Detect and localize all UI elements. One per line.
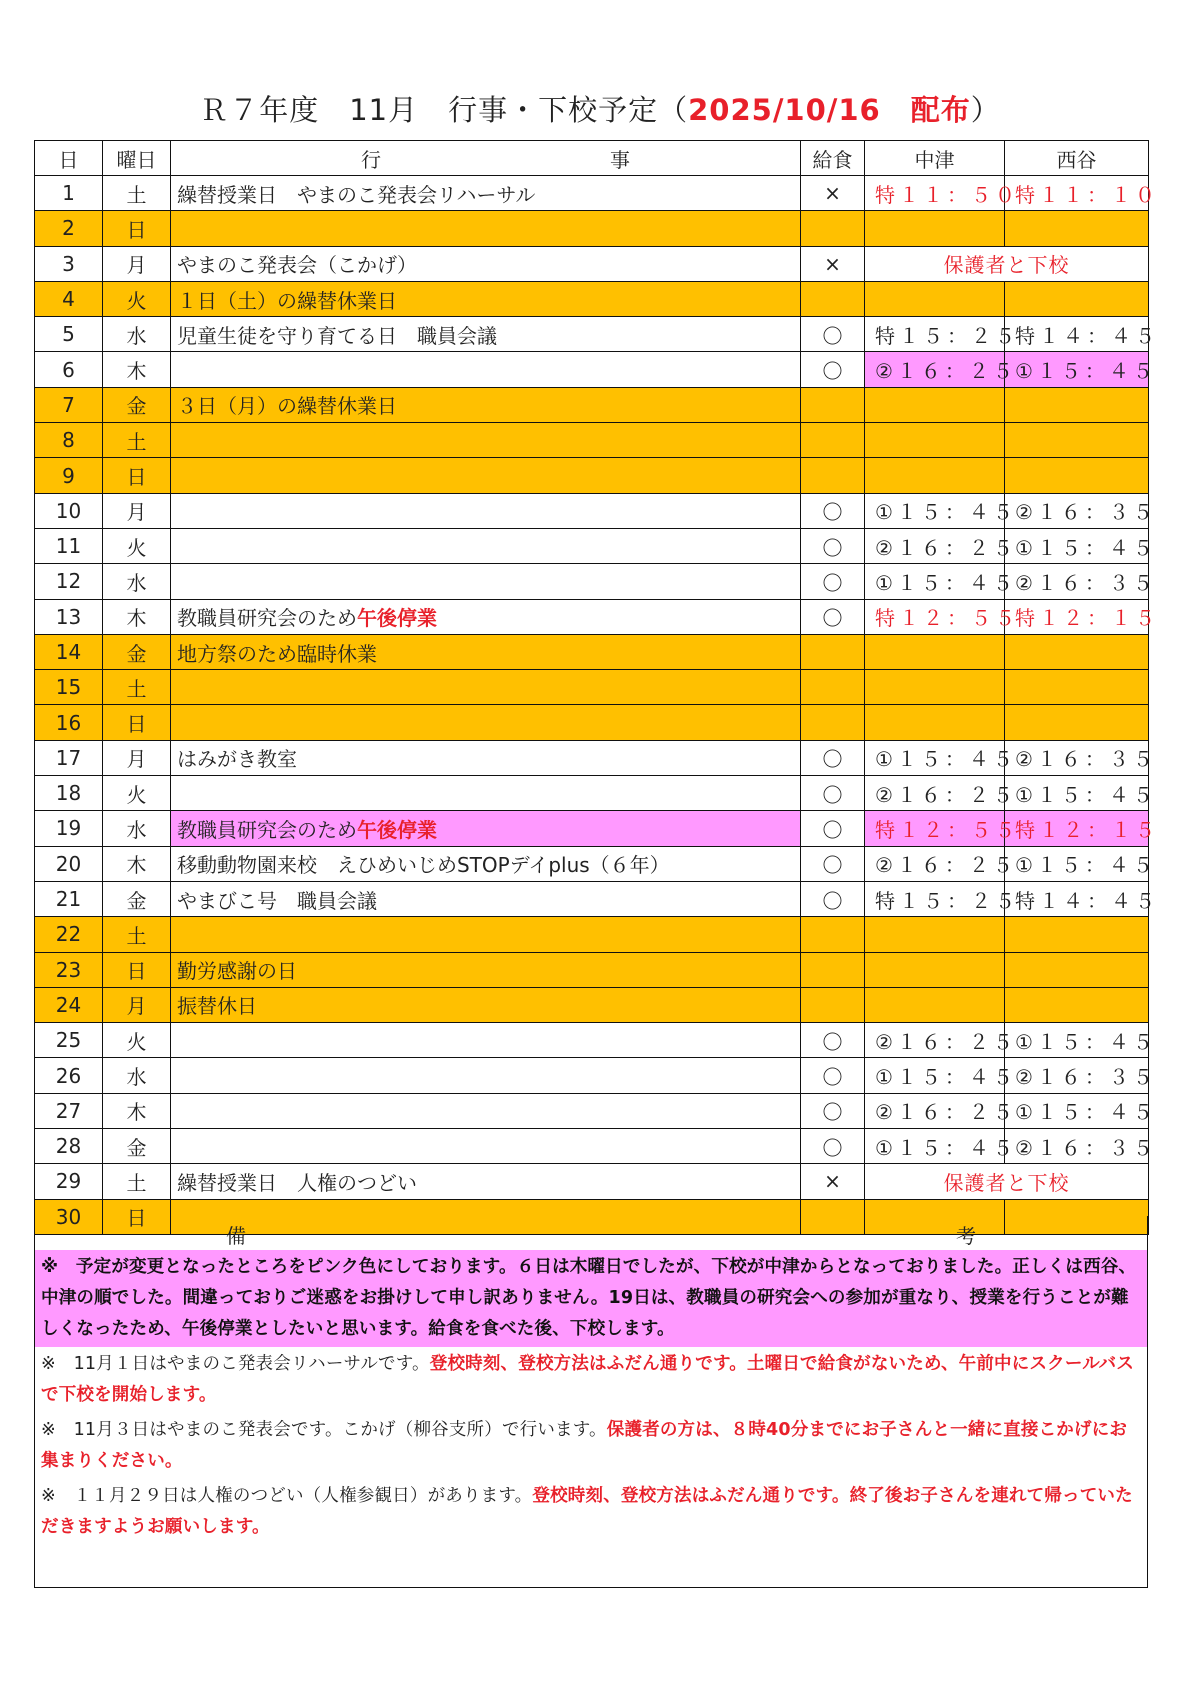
nakatsu-time-cell [865, 281, 1005, 316]
weekday-cell: 水 [103, 564, 171, 599]
table-row [35, 811, 1149, 846]
lunch-cell [801, 423, 865, 458]
table-row [35, 528, 1149, 563]
table-row [35, 211, 1149, 246]
weekday-cell: 水 [103, 1058, 171, 1093]
weekday-cell: 金 [103, 634, 171, 669]
day-cell: 2 [35, 211, 103, 246]
event-cell: やまのこ発表会（こかげ） [171, 246, 801, 281]
day-cell: 17 [35, 740, 103, 775]
day-cell: 16 [35, 705, 103, 740]
lunch-cell: 〇 [801, 881, 865, 916]
nakatsu-time-cell: 特１２：５５ [865, 599, 1005, 634]
table-row [35, 599, 1149, 634]
day-cell: 24 [35, 987, 103, 1022]
day-cell: 25 [35, 1023, 103, 1058]
table-row [35, 458, 1149, 493]
weekday-cell: 土 [103, 670, 171, 705]
nishidani-time-cell [1005, 281, 1149, 316]
table-row [35, 881, 1149, 916]
nakatsu-time-cell: ①１５：４５ [865, 493, 1005, 528]
nishidani-time-cell [1005, 917, 1149, 952]
lunch-cell: 〇 [801, 528, 865, 563]
nakatsu-time-cell: ②１６：２５ [865, 352, 1005, 387]
day-cell: 19 [35, 811, 103, 846]
lunch-cell: × [801, 1164, 865, 1199]
table-row [35, 281, 1149, 316]
lunch-cell: 〇 [801, 352, 865, 387]
event-cell: 繰替授業日 やまのこ発表会リハーサル [171, 176, 801, 211]
nishidani-time-cell: ②１６：３５ [1005, 493, 1149, 528]
event-cell [171, 670, 801, 705]
header-lunch: 給食 [801, 141, 865, 176]
day-cell: 29 [35, 1164, 103, 1199]
weekday-cell: 月 [103, 246, 171, 281]
nakatsu-time-cell [865, 952, 1005, 987]
weekday-cell: 火 [103, 1023, 171, 1058]
nishidani-time-cell: ②１６：３５ [1005, 1058, 1149, 1093]
table-row [35, 1164, 1149, 1199]
note-item: ※ 予定が変更となったところをピンク色にしております。６日は木曜日でしたが、下校が中津からとなっておりました。正しくは西谷、中津の順でした。間違っておりご迷惑をお掛けして申し訳ありません。19日は、教職員の研究会への参加が重なり、授業を行うことが難しくなったため、午後停業としたいと思います。給食を食べた後、下校します。 [35, 1250, 1147, 1347]
nishidani-time-cell: ①１５：４５ [1005, 1023, 1149, 1058]
day-cell: 14 [35, 634, 103, 669]
weekday-cell: 木 [103, 599, 171, 634]
nishidani-time-cell: ①１５：４５ [1005, 846, 1149, 881]
event-cell [171, 1093, 801, 1128]
day-cell: 11 [35, 528, 103, 563]
event-cell [171, 211, 801, 246]
nishidani-time-cell: ②１６：３５ [1005, 740, 1149, 775]
nakatsu-time-cell: ①１５：４５ [865, 740, 1005, 775]
lunch-cell: 〇 [801, 811, 865, 846]
day-cell: 18 [35, 776, 103, 811]
nishidani-time-cell [1005, 634, 1149, 669]
weekday-cell: 日 [103, 458, 171, 493]
event-cell [171, 564, 801, 599]
table-row [35, 917, 1149, 952]
notes-header [34, 1216, 1148, 1253]
nakatsu-time-cell: ②１６：２５ [865, 1093, 1005, 1128]
event-cell: 教職員研究会のため午後停業 [171, 599, 801, 634]
table-row [35, 952, 1149, 987]
nakatsu-time-cell: ①１５：４５ [865, 1058, 1005, 1093]
lunch-cell: 〇 [801, 740, 865, 775]
table-row [35, 352, 1149, 387]
nakatsu-time-cell: 特１５：２５ [865, 317, 1005, 352]
nakatsu-time-cell [865, 387, 1005, 422]
event-cell [171, 493, 801, 528]
notes-header-a: 備 [226, 1223, 246, 1248]
weekday-cell: 日 [103, 952, 171, 987]
table-row [35, 317, 1149, 352]
day-cell: 20 [35, 846, 103, 881]
table-row [35, 493, 1149, 528]
table-row [35, 740, 1149, 775]
weekday-cell: 土 [103, 917, 171, 952]
nishidani-time-cell: ①１５：４５ [1005, 1093, 1149, 1128]
lunch-cell [801, 281, 865, 316]
day-cell: 13 [35, 599, 103, 634]
weekday-cell: 木 [103, 1093, 171, 1128]
day-cell: 6 [35, 352, 103, 387]
event-cell [171, 1129, 801, 1164]
weekday-cell: 月 [103, 493, 171, 528]
table-row [35, 564, 1149, 599]
lunch-cell [801, 634, 865, 669]
lunch-cell [801, 917, 865, 952]
nakatsu-time-cell: ②１６：２５ [865, 846, 1005, 881]
table-row [35, 423, 1149, 458]
nishidani-time-cell: 特１４：４５ [1005, 881, 1149, 916]
weekday-cell: 土 [103, 1164, 171, 1199]
nishidani-time-cell [1005, 211, 1149, 246]
lunch-cell: 〇 [801, 846, 865, 881]
table-row [35, 846, 1149, 881]
lunch-cell [801, 670, 865, 705]
nishidani-time-cell [1005, 952, 1149, 987]
table-row [35, 634, 1149, 669]
nishidani-time-cell: ②１６：３５ [1005, 564, 1149, 599]
weekday-cell: 土 [103, 176, 171, 211]
event-cell [171, 1058, 801, 1093]
nakatsu-time-cell [865, 705, 1005, 740]
event-cell [171, 705, 801, 740]
table-row [35, 1023, 1149, 1058]
weekday-cell: 火 [103, 281, 171, 316]
day-cell: 3 [35, 246, 103, 281]
day-cell: 26 [35, 1058, 103, 1093]
schedule-table [34, 140, 1159, 1235]
nakatsu-time-cell: ②１６：２５ [865, 1023, 1005, 1058]
header-nishidani: 西谷 [1005, 141, 1149, 176]
dismissal-span-cell: 保護者と下校 [865, 246, 1149, 281]
nishidani-time-cell [1005, 458, 1149, 493]
event-cell [171, 528, 801, 563]
nishidani-time-cell [1005, 705, 1149, 740]
day-cell: 22 [35, 917, 103, 952]
nakatsu-time-cell: 特１５：２５ [865, 881, 1005, 916]
event-cell: 勤労感謝の日 [171, 952, 801, 987]
table-header-row [35, 141, 1149, 176]
table-row [35, 776, 1149, 811]
weekday-cell: 月 [103, 987, 171, 1022]
event-cell [171, 917, 801, 952]
header-day: 日 [35, 141, 103, 176]
weekday-cell: 水 [103, 811, 171, 846]
weekday-cell: 木 [103, 352, 171, 387]
weekday-cell: 金 [103, 1129, 171, 1164]
weekday-cell: 火 [103, 776, 171, 811]
nishidani-time-cell: ①１５：４５ [1005, 352, 1149, 387]
lunch-cell: 〇 [801, 1129, 865, 1164]
weekday-cell: 木 [103, 846, 171, 881]
nishidani-time-cell: ①１５：４５ [1005, 528, 1149, 563]
nishidani-time-cell: 特１４：４５ [1005, 317, 1149, 352]
lunch-cell [801, 952, 865, 987]
event-cell [171, 776, 801, 811]
page-title: Ｒ７年度 11月 行事・下校予定（2025/10/16 配布） [199, 93, 1001, 127]
lunch-cell [801, 458, 865, 493]
event-cell: ３日（月）の繰替休業日 [171, 387, 801, 422]
weekday-cell: 火 [103, 528, 171, 563]
event-cell: やまびこ号 職員会議 [171, 881, 801, 916]
lunch-cell: × [801, 176, 865, 211]
lunch-cell: 〇 [801, 1058, 865, 1093]
table-row [35, 987, 1149, 1022]
note-item: ※ 11月３日はやまのこ発表会です。こかげ（柳谷支所）で行います。保護者の方は、８時40分までにお子さんと一緒に直接こかげにお集まりください。 [41, 1420, 1128, 1471]
lunch-cell: 〇 [801, 493, 865, 528]
nishidani-time-cell: ②１６：３５ [1005, 1129, 1149, 1164]
header-event: 行 事 [171, 141, 801, 176]
nakatsu-time-cell: ①１５：４５ [865, 1129, 1005, 1164]
event-cell [171, 1023, 801, 1058]
weekday-cell: 日 [103, 211, 171, 246]
day-cell: 12 [35, 564, 103, 599]
nishidani-time-cell [1005, 387, 1149, 422]
nakatsu-time-cell: ②１６：２５ [865, 528, 1005, 563]
event-cell [171, 423, 801, 458]
lunch-cell: 〇 [801, 317, 865, 352]
note-item: ※ 11月１日はやまのこ発表会リハーサルです。登校時刻、登校方法はふだん通りです。土曜日で給食がないため、午前中にスクールバスで下校を開始します。 [41, 1354, 1135, 1405]
nakatsu-time-cell [865, 987, 1005, 1022]
event-cell: 教職員研究会のため午後停業 [171, 811, 801, 846]
nishidani-time-cell: ①１５：４５ [1005, 776, 1149, 811]
nakatsu-time-cell [865, 634, 1005, 669]
lunch-cell: 〇 [801, 1093, 865, 1128]
day-cell: 4 [35, 281, 103, 316]
lunch-cell: 〇 [801, 1023, 865, 1058]
event-cell: 児童生徒を守り育てる日 職員会議 [171, 317, 801, 352]
lunch-cell: 〇 [801, 776, 865, 811]
nishidani-time-cell: 特１２：１５ [1005, 599, 1149, 634]
day-cell: 10 [35, 493, 103, 528]
day-cell: 7 [35, 387, 103, 422]
day-cell: 27 [35, 1093, 103, 1128]
header-nakatsu: 中津 [865, 141, 1005, 176]
weekday-cell: 金 [103, 387, 171, 422]
nishidani-time-cell [1005, 670, 1149, 705]
nakatsu-time-cell [865, 458, 1005, 493]
lunch-cell [801, 387, 865, 422]
table-row [35, 1058, 1149, 1093]
day-cell: 15 [35, 670, 103, 705]
table-row [35, 387, 1149, 422]
day-cell: 30 [35, 1199, 103, 1234]
nakatsu-time-cell: ②１６：２５ [865, 776, 1005, 811]
nishidani-time-cell: 特１２：１５ [1005, 811, 1149, 846]
nishidani-time-cell: 特１１：１０ [1005, 176, 1149, 211]
event-cell: はみがき教室 [171, 740, 801, 775]
weekday-cell: 金 [103, 881, 171, 916]
table-row [35, 246, 1149, 281]
event-cell: 繰替授業日 人権のつどい [171, 1164, 801, 1199]
day-cell: 8 [35, 423, 103, 458]
nakatsu-time-cell [865, 211, 1005, 246]
header-weekday: 曜日 [103, 141, 171, 176]
day-cell: 23 [35, 952, 103, 987]
table-row [35, 176, 1149, 211]
day-cell: 1 [35, 176, 103, 211]
nishidani-time-cell [1005, 987, 1149, 1022]
event-cell: 地方祭のため臨時休業 [171, 634, 801, 669]
nishidani-time-cell [1005, 423, 1149, 458]
weekday-cell: 月 [103, 740, 171, 775]
lunch-cell: 〇 [801, 564, 865, 599]
event-cell [171, 458, 801, 493]
weekday-cell: 日 [103, 705, 171, 740]
weekday-cell: 土 [103, 423, 171, 458]
nakatsu-time-cell [865, 423, 1005, 458]
table-row [35, 1129, 1149, 1164]
table-row [35, 1093, 1149, 1128]
event-cell [171, 352, 801, 387]
lunch-cell [801, 211, 865, 246]
weekday-cell: 水 [103, 317, 171, 352]
notes-box [34, 1250, 1148, 1588]
distribution-date: 2025/10/16 配布 [688, 93, 971, 127]
note-item: ※ １１月２９日は人権のつどい（人権参観日）があります。登校時刻、登校方法はふだん通りです。終了後お子さんを連れて帰っていただきますようお願いします。 [41, 1486, 1133, 1537]
event-cell: 移動動物園来校 えひめいじめSTOPデイplus（６年） [171, 846, 801, 881]
day-cell: 28 [35, 1129, 103, 1164]
day-cell: 5 [35, 317, 103, 352]
lunch-cell [801, 705, 865, 740]
lunch-cell [801, 987, 865, 1022]
nakatsu-time-cell [865, 670, 1005, 705]
day-cell: 21 [35, 881, 103, 916]
table-row [35, 670, 1149, 705]
nakatsu-time-cell: 特１２：５５ [865, 811, 1005, 846]
lunch-cell: × [801, 246, 865, 281]
nakatsu-time-cell: 特１１：５０ [865, 176, 1005, 211]
event-cell: 振替休日 [171, 987, 801, 1022]
event-cell: １日（土）の繰替休業日 [171, 281, 801, 316]
nakatsu-time-cell: ①１５：４５ [865, 564, 1005, 599]
day-cell: 9 [35, 458, 103, 493]
lunch-cell: 〇 [801, 599, 865, 634]
dismissal-span-cell: 保護者と下校 [865, 1164, 1149, 1199]
table-row [35, 705, 1149, 740]
weekday-cell: 日 [103, 1199, 171, 1234]
nakatsu-time-cell [865, 917, 1005, 952]
notes-header-b: 考 [956, 1223, 976, 1248]
